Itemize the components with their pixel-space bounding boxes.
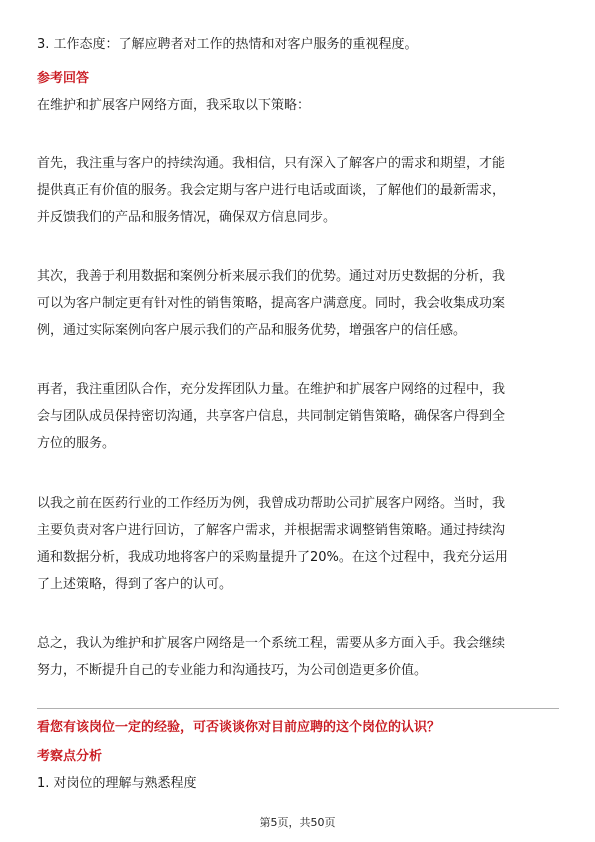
section-divider — [37, 708, 559, 709]
answer-line: 方位的服务。 — [37, 436, 116, 451]
answer-line: 再者，我注重团队合作，充分发挥团队力量。在维护和扩展客户网络的过程中，我 — [37, 382, 506, 397]
analysis-point: 1. 对岗位的理解与熟悉程度 — [37, 776, 197, 791]
analysis-heading: 考察点分析 — [37, 749, 103, 764]
answer-line: 例，通过实际案例向客户展示我们的产品和服务优势，增强客户的信任感。 — [37, 323, 467, 338]
answer-line: 总之，我认为维护和扩展客户网络是一个系统工程，需要从多方面入手。我会继续 — [37, 636, 506, 651]
answer-line: 努力，不断提升自己的专业能力和沟通技巧，为公司创造更多价值。 — [37, 663, 428, 678]
intro-point: 3. 工作态度：了解应聘者对工作的热情和对客户服务的重视程度。 — [37, 37, 418, 52]
answer-line: 可以为客户制定更有针对性的销售策略，提高客户满意度。同时，我会收集成功案 — [37, 296, 506, 311]
next-question-heading: 看您有该岗位一定的经验，可否谈谈你对目前应聘的这个岗位的认识？ — [37, 720, 441, 735]
page-number: 第5页，共50页 — [259, 816, 336, 829]
answer-line: 在维护和扩展客户网络方面，我采取以下策略： — [37, 98, 311, 113]
answer-line: 了上述策略，得到了客户的认可。 — [37, 577, 233, 592]
answer-line: 通和数据分析，我成功地将客户的采购量提升了20%。在这个过程中，我充分运用 — [37, 550, 508, 565]
answer-heading: 参考回答 — [37, 71, 90, 86]
answer-line: 其次，我善于利用数据和案例分析来展示我们的优势。通过对历史数据的分析，我 — [37, 269, 506, 284]
answer-line: 主要负责对客户进行回访，了解客户需求，并根据需求调整销售策略。通过持续沟 — [37, 523, 506, 538]
answer-line: 提供真正有价值的服务。我会定期与客户进行电话或面谈，了解他们的最新需求， — [37, 183, 506, 198]
answer-line: 并反馈我们的产品和服务情况，确保双方信息同步。 — [37, 210, 337, 225]
answer-line: 首先，我注重与客户的持续沟通。我相信，只有深入了解客户的需求和期望，才能 — [37, 156, 506, 171]
answer-line: 会与团队成员保持密切沟通，共享客户信息，共同制定销售策略，确保客户得到全 — [37, 409, 506, 424]
answer-line: 以我之前在医药行业的工作经历为例，我曾成功帮助公司扩展客户网络。当时，我 — [37, 496, 506, 511]
